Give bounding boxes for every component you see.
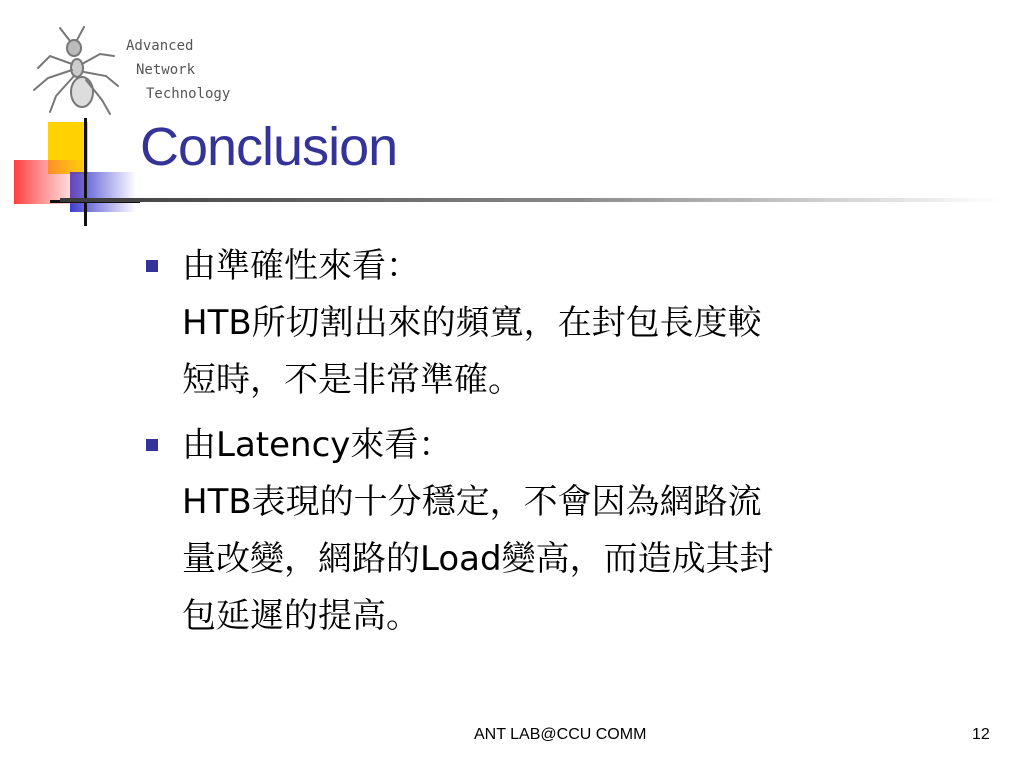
logo-text-technology: Technology (146, 86, 231, 102)
bullet-text (182, 238, 980, 409)
bullet-line: HTB表現的十分穩定，不會因為網路流 (182, 482, 762, 522)
bullet-line: 包延遲的提高。 (182, 596, 420, 636)
decorative-squares (10, 118, 140, 228)
bullet-item (140, 417, 980, 645)
ant-icon (22, 26, 122, 116)
bullet-list (140, 238, 980, 653)
bullet-line: HTB所切割出來的頻寬，在封包長度較 (182, 303, 762, 343)
bullet-line: 量改變，網路的Load變高，而造成其封 (182, 539, 774, 579)
bullet-text (182, 417, 980, 645)
logo-text-advanced: Advanced (126, 38, 194, 54)
logo-text-network: Network (136, 62, 196, 78)
slide-title: Conclusion (140, 117, 398, 177)
ant-lab-logo (22, 26, 232, 116)
bullet-line: 由Latency來看： (182, 425, 453, 465)
bullet-square-icon (146, 260, 158, 272)
bullet-line: 短時，不是非常準確。 (182, 360, 522, 400)
footer-lab-name: ANT LAB@CCU COMM (474, 726, 647, 743)
page-number: 12 (972, 726, 990, 743)
bullet-square-icon (146, 439, 158, 451)
title-underline (60, 198, 1000, 202)
bullet-item (140, 238, 980, 409)
bullet-line: 由準確性來看： (182, 246, 420, 286)
deco-vertical-line (84, 118, 87, 226)
